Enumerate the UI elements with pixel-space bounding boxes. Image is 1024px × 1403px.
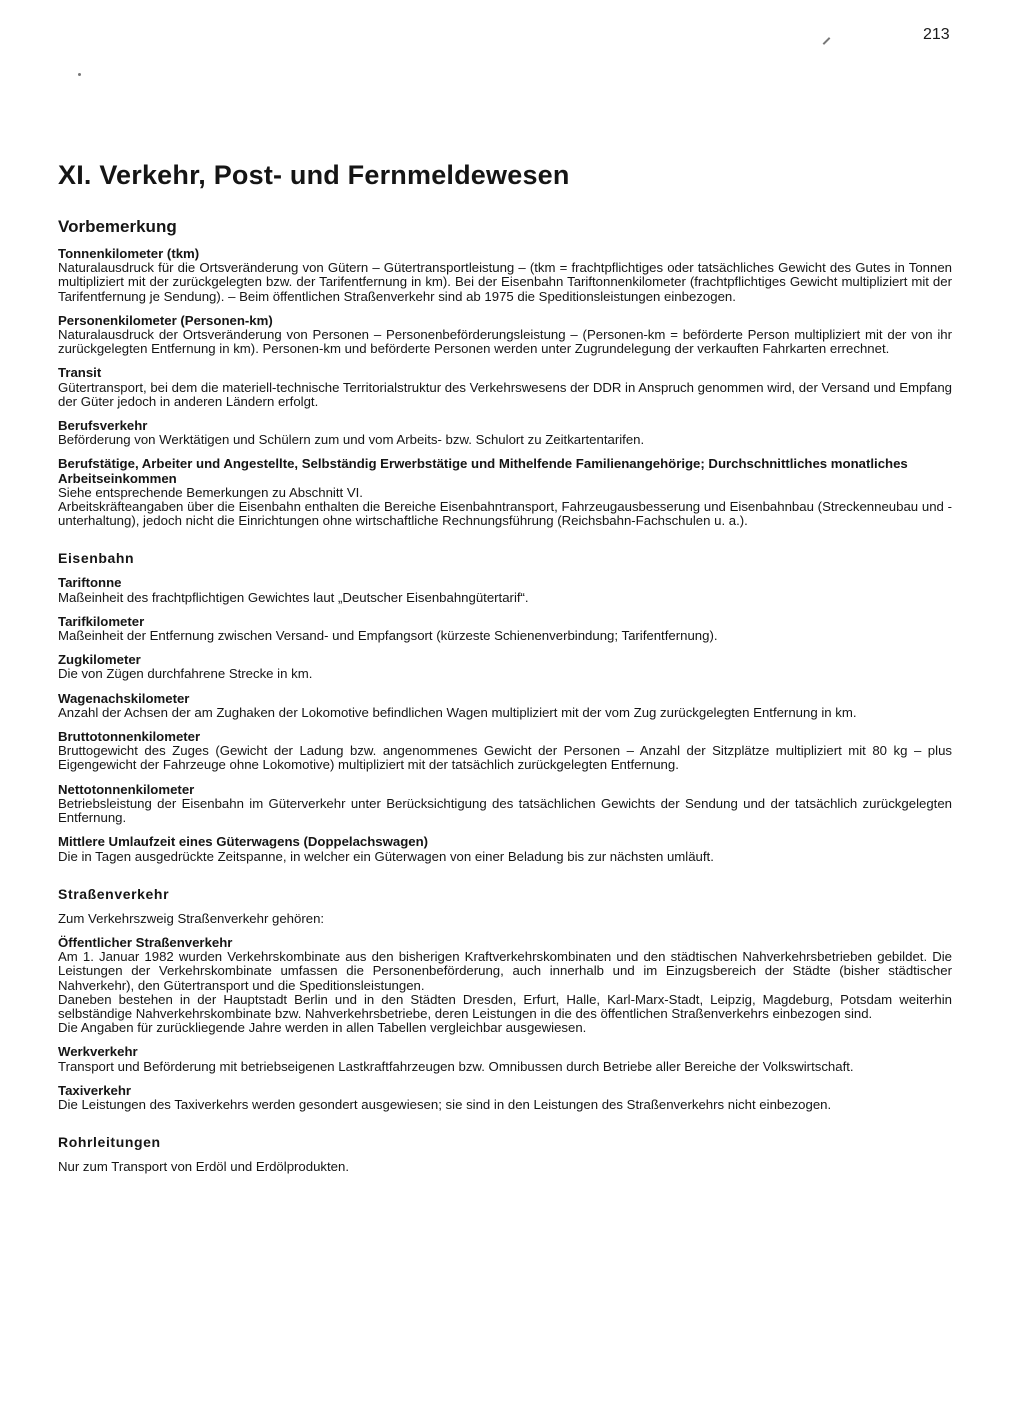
term-body: Maßeinheit des frachtpflichtigen Gewichtes laut „Deutscher Eisenbahngütertarif“. <box>58 589 529 605</box>
term-body: Siehe entsprechende Bemerkungen zu Abschnitt VI. <box>58 484 363 500</box>
term-body: Die Leistungen des Taxiverkehrs werden gesondert ausgewiesen; sie sind in den Leistungen des Straßenverkehrs nicht einbezogen. <box>58 1096 832 1112</box>
term-body: Anzahl der Achsen der am Zughaken der Lokomotive befindlichen Wagen multipliziert mit der vom Zug zurückgelegten Entfernung in km. <box>58 704 857 720</box>
term-werkverkehr <box>58 1045 952 1073</box>
term-mittlere-umlaufzeit <box>58 835 952 863</box>
term-title: Tariftonne <box>58 575 122 591</box>
chapter-title: XI. Verkehr, Post- und Fernmeldewesen <box>58 160 570 190</box>
strassenverkehr-intro: Zum Verkehrszweig Straßenverkehr gehören: <box>58 910 325 926</box>
term-title: Bruttotonnenkilometer <box>58 729 201 745</box>
term-title: Berufsverkehr <box>58 418 148 434</box>
term-title: Mittlere Umlaufzeit eines Güterwagens (Doppelachswagen) <box>58 834 429 850</box>
term-body: Gütertransport, bei dem die materiell-technische Territorialstruktur des Verkehrswesens der DDR in Anspruch genommen wird, der Versand und Empfang der Güter jedoch in anderen Ländern erfolgt. <box>58 379 952 409</box>
term-body: Beförderung von Werktätigen und Schülern zum und vom Arbeits- bzw. Schulort zu Zeitkartentarifen. <box>58 432 645 448</box>
scan-dot <box>78 73 81 76</box>
scan-mark <box>823 37 831 45</box>
term-body: Am 1. Januar 1982 wurden Verkehrskombinate aus den bisherigen Kraftverkehrskombinaten und den städtischen Nahverkehrsbetrieben gebildet. Die Leistungen der Verkehrskombinate umfassen die Personenbeförderung, auch innerhalb und im Einzugsbereich der Städte (bisher städtischer Nahverkehr), den Gütertransport und die Speditionsleistungen. <box>58 949 952 993</box>
term-personenkilometer <box>58 314 952 357</box>
term-body-continued: Arbeitskräfteangaben über die Eisenbahn enthalten die Bereiche Eisenbahntransport, Fahrzeugausbesserung und Eisenbahnbau (Streckenneubau und -unterhaltung), jedoch nicht die Einrichtungen ohne wirtschaftliche Rechnungsführung (Reichsbahn-Fachschulen u. a.). <box>58 499 952 529</box>
term-tariftonne <box>58 576 952 604</box>
term-title: Taxiverkehr <box>58 1082 132 1098</box>
term-body: Die in Tagen ausgedrückte Zeitspanne, in welcher ein Güterwagen von einer Beladung bis zur nächsten umläuft. <box>58 848 714 864</box>
term-body: Bruttogewicht des Zuges (Gewicht der Ladung bzw. angenommenes Gewicht der Personen – Anzahl der Sitzplätze multipliziert mit 80 kg – plus Eigengewicht der Fahrzeuge ohne Lokomotive) multipliziert mit der tatsächlich zurückgelegten Entfernung. <box>58 743 952 773</box>
term-title: Werkverkehr <box>58 1044 138 1060</box>
term-transit <box>58 366 952 409</box>
term-title: Öffentlicher Straßenverkehr <box>58 934 233 950</box>
term-title: Transit <box>58 365 102 381</box>
term-title: Tarifkilometer <box>58 613 145 629</box>
section-heading-rohrleitungen: Rohrleitungen <box>58 1134 161 1151</box>
term-body: Naturalausdruck für die Ortsveränderung von Gütern – Gütertransportleistung – (tkm = frachtpflichtiges oder tatsächliches Gewicht des Gutes in Tonnen multipliziert mit der zurückgelegten bzw. der Tarifentfernung in km). Bei der Eisenbahn Tariftonnenkilometer (frachtpflichtiges Gewicht multipliziert mit der Tarifentfernung je Sendung). – Beim öffentlichen Straßenverkehr sind ab 1975 die Speditionsleistungen einbezogen. <box>58 260 952 304</box>
page-number: 213 <box>923 26 950 43</box>
section-heading-eisenbahn: Eisenbahn <box>58 550 135 567</box>
term-body: Transport und Beförderung mit betriebseigenen Lastkraftfahrzeugen bzw. Omnibussen durch Betriebe aller Bereiche der Volkswirtschaft. <box>58 1058 854 1074</box>
section-heading-vorbemerkung: Vorbemerkung <box>58 217 177 236</box>
term-oeffentlicher-strassenverkehr <box>58 936 952 1035</box>
term-body: Betriebsleistung der Eisenbahn im Güterverkehr unter Berücksichtigung des tatsächlichen Gewichts der Sendung und der tatsächlich zurückgelegten Entfernung. <box>58 795 952 826</box>
term-title: Personenkilometer (Personen-km) <box>58 312 273 328</box>
term-wagenachskilometer <box>58 692 952 720</box>
term-taxiverkehr <box>58 1084 952 1112</box>
term-body: Naturalausdruck der Ortsveränderung von Personen – Personenbeförderungsleistung – (Personen-km = beförderte Person multipliziert mit der von ihr zurückgelegten Entfernung in km). Personen-km und beförderte Personen werden unter Zugrundelegung der verkauften Fahrkarten errechnet. <box>58 327 952 357</box>
term-body-continued: Daneben bestehen in der Hauptstadt Berlin und in den Städten Dresden, Erfurt, Halle, Karl-Marx-Stadt, Leipzig, Magdeburg, Potsdam weiterhin selbständige Nahverkehrskombinate bzw. Nahverkehrsbetriebe, deren Leistungen in die des öffentlichen Straßenverkehrs einbezogen sind. <box>58 991 952 1021</box>
term-title: Zugkilometer <box>58 652 141 668</box>
term-title: Tonnenkilometer (tkm) <box>58 246 200 261</box>
document-body <box>58 160 952 1184</box>
section-heading-strassenverkehr: Straßenverkehr <box>58 885 170 902</box>
term-title: Wagenachskilometer <box>58 690 190 706</box>
term-berufstaetige <box>58 457 952 528</box>
term-body-continued: Die Angaben für zurückliegende Jahre werden in allen Tabellen vergleichbar ausgewiesen. <box>58 1020 587 1036</box>
term-title: Nettotonnenkilometer <box>58 781 195 797</box>
term-body: Die von Zügen durchfahrene Strecke in km. <box>58 666 313 682</box>
rohrleitungen-body: Nur zum Transport von Erdöl und Erdölprodukten. <box>58 1159 350 1175</box>
term-tarifkilometer <box>58 615 952 643</box>
term-nettotonnenkilometer <box>58 783 952 826</box>
term-title: Berufstätige, Arbeiter und Angestellte, Selbständig Erwerbstätige und Mithelfende Familienangehörige; Durchschnittliches monatliches Arbeitseinkommen <box>58 456 908 486</box>
term-body: Maßeinheit der Entfernung zwischen Versand- und Empfangsort (kürzeste Schienenverbindung; Tarifentfernung). <box>58 628 718 644</box>
term-zugkilometer <box>58 653 952 681</box>
term-berufsverkehr <box>58 419 952 447</box>
term-tonnenkilometer <box>58 247 952 304</box>
term-bruttotonnenkilometer <box>58 730 952 773</box>
